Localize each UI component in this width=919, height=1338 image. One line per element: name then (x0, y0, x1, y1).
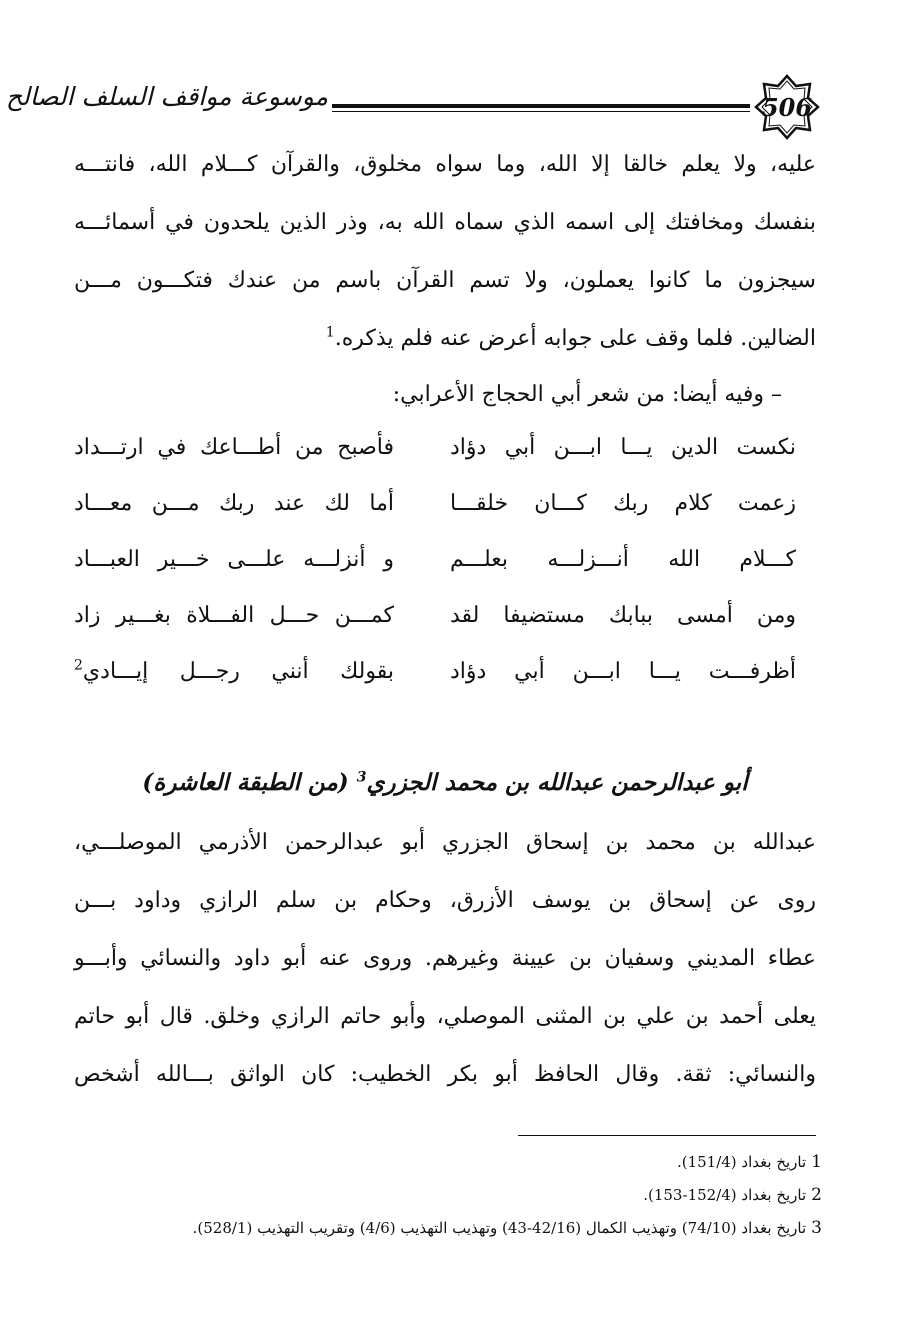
page-number-badge (754, 74, 820, 140)
text-line: عطاء المديني وسفيان بن عيينة وغيرهم. وروى عنه أبو داود والنسائي وأبـــو (74, 946, 816, 971)
section-heading-name: أبو عبدالرحمن عبدالله بن محمد الجزري (366, 769, 748, 796)
footnote (74, 1146, 822, 1179)
text-line (74, 310, 816, 368)
verse-first-half: أظرفـــت يـــا ابـــن أبي دؤاد (450, 659, 796, 684)
header-rule (332, 104, 750, 112)
footnote-text: تاريخ بغداد (151/4). (676, 1153, 807, 1171)
verse-second-half (74, 644, 394, 700)
footnote-number: 3 (811, 1218, 822, 1238)
verse-second-half: أما لك عند ربك مـــن معـــاد (74, 491, 394, 516)
verse-second-half: فأصبح من أطـــاعك في ارتـــداد (74, 435, 394, 460)
text-line: والنسائي: ثقة. وقال الحافظ أبو بكر الخطيب: كان الواثق بـــالله أشخص (74, 1062, 816, 1087)
poem-verse (74, 420, 816, 476)
footnote-text: تاريخ بغداد (152/4-153). (643, 1186, 807, 1204)
poem-verse (74, 644, 816, 700)
text-line: عبدالله بن محمد بن إسحاق الجزري أبو عبدالرحمن الأذرمي الموصلـــي، (74, 830, 816, 855)
footnote-ref: 3 (356, 769, 367, 786)
text-line: عليه، ولا يعلم خالقا إلا الله، وما سواه مخلوق، والقرآن كـــلام الله، فانتـــه (74, 152, 816, 177)
footnote-ref: 1 (325, 324, 335, 341)
footnotes (74, 1146, 822, 1245)
footnote-number: 1 (811, 1152, 822, 1172)
verse-first-half: ومن أمسى ببابك مستضيفا لقد (450, 603, 796, 628)
section-heading-suffix: (من الطبقة العاشرة) (142, 769, 349, 796)
footnote (74, 1179, 822, 1212)
poem (74, 420, 816, 700)
footnote-text: تاريخ بغداد (74/10) وتهذيب الكمال (42/16-43) وتهذيب التهذيب (4/6) وتقريب التهذيب (528/1). (192, 1219, 807, 1237)
footnote-ref: 2 (74, 657, 83, 674)
page-header (5, 70, 830, 130)
verse-second-half: و أنزلـــه علـــى خـــير العبـــاد (74, 547, 394, 572)
verse-first-half: كـــلام الله أنـــزلـــه بعلـــم (450, 547, 796, 572)
verse-first-half: نكست الدين يـــا ابـــن أبي دؤاد (450, 435, 796, 460)
footnote (74, 1212, 822, 1245)
paragraph-continuation (74, 136, 816, 368)
verse-second-half-text: بقولك أنني رجـــل إيـــادي (82, 659, 394, 684)
text-line: بنفسك ومخافتك إلى اسمه الذي سماه الله به، وذر الذين يلحدون في أسمائـــه (74, 210, 816, 235)
page-number: 506 (761, 92, 813, 122)
verse-second-half: كمـــن حـــل الفـــلاة بغـــير زاد (74, 603, 394, 628)
text-line: روى عن إسحاق بن يوسف الأزرق، وحكام بن سلم الرازي وداود بـــن (74, 888, 816, 913)
text-line-content: الضالين. فلما وقف على جوابه أعرض عنه فلم يذكره. (334, 326, 816, 351)
text-line: يعلى أحمد بن علي بن المثنى الموصلي، وأبو حاتم الرازي وخلق. قال أبو حاتم (74, 1004, 816, 1029)
footnote-number: 2 (811, 1185, 822, 1205)
poem-verse (74, 476, 816, 532)
poem-verse (74, 588, 816, 644)
section-heading (74, 758, 816, 808)
biography-paragraph (74, 814, 816, 1104)
series-title: موسوعة مواقف السلف الصالح (5, 82, 328, 111)
footnote-separator (518, 1135, 816, 1136)
poem-intro: – وفيه أيضا: من شعر أبي الحجاج الأعرابي: (392, 382, 782, 407)
verse-first-half: زعمت كلام ربك كـــان خلقـــا (450, 491, 796, 516)
poem-verse (74, 532, 816, 588)
text-line: سيجزون ما كانوا يعملون، ولا تسم القرآن باسم من عندك فتكـــون مـــن (74, 268, 816, 293)
